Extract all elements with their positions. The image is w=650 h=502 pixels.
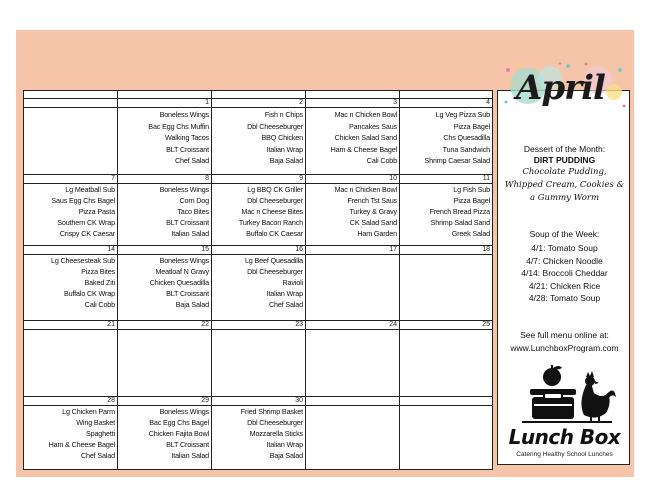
menu-item: Italian Wrap <box>266 288 303 298</box>
day-number: 25 <box>400 321 492 330</box>
day-cell <box>117 320 212 397</box>
menu-item: Boneless Wings <box>159 110 209 119</box>
menu-item: Italian Salad <box>171 450 209 460</box>
menu-item: Baja Salad <box>269 450 303 460</box>
menu-item: BLT Croissant <box>166 288 209 298</box>
dessert-name: DIRT PUDDING <box>533 155 596 165</box>
menu-item: Dbl Cheeseburger <box>247 266 303 276</box>
day-number: 10 <box>306 175 399 184</box>
day-cell <box>23 174 118 246</box>
menu-item: CK Salad Sand <box>349 217 397 227</box>
day-menu-list <box>400 255 492 256</box>
day-cell <box>23 320 118 397</box>
day-menu-list <box>306 255 399 256</box>
menu-item: Chicken Fajita Bowl <box>148 428 209 438</box>
day-menu-list <box>306 184 399 240</box>
day-cell <box>399 245 493 321</box>
day-number: 24 <box>306 321 399 330</box>
calendar-weeks <box>23 98 493 469</box>
menu-item: Boneless Wings <box>159 407 209 416</box>
day-number: 1 <box>118 99 211 108</box>
day-menu-list <box>24 184 117 240</box>
menu-item: Corn Dog <box>179 195 209 205</box>
menu-item: Lg Chicken Parm <box>62 407 115 416</box>
logo-name: Lunch Box <box>508 425 621 449</box>
menu-item: Taco Bites <box>177 206 209 216</box>
day-menu-list <box>24 330 117 331</box>
calendar-week-row <box>23 396 493 469</box>
day-number: 15 <box>118 246 211 255</box>
menu-item: Chef Salad <box>174 156 209 165</box>
menu-item: Buffalo CK Wrap <box>63 288 115 298</box>
menu-item: Mac n Chicken Bowl <box>334 110 397 119</box>
menu-item: Greek Salad <box>451 228 490 238</box>
menu-item: Pizza Pasta <box>78 206 115 216</box>
menu-item: Mac n Cheese Bites <box>241 206 303 216</box>
menu-item: Cali Cobb <box>366 156 397 165</box>
calendar-week-row <box>23 174 493 245</box>
menu-item: Turkey Bacon Ranch <box>238 217 303 227</box>
menu-item: Pizza Bagel <box>453 121 490 131</box>
day-number: 3 <box>306 99 399 108</box>
day-cell <box>305 320 400 397</box>
soup-item: 4/14: Broccoli Cheddar <box>521 268 608 278</box>
day-menu-list <box>118 255 211 311</box>
menu-item: BBQ Chicken <box>261 133 303 142</box>
menu-item: Baked Ziti <box>84 277 115 287</box>
sidebar-panel <box>497 90 630 465</box>
day-number: 29 <box>118 397 211 406</box>
soup-item: 4/1: Tomato Soup <box>531 243 598 253</box>
dessert-title: Dessert of the Month: <box>523 144 606 154</box>
menu-item: BLT Croissant <box>166 439 209 449</box>
day-menu-list <box>24 406 117 462</box>
day-cell <box>117 396 212 470</box>
day-menu-list <box>24 255 117 311</box>
menu-item: Dbl Cheeseburger <box>247 121 303 131</box>
day-number <box>24 99 117 108</box>
day-number: 7 <box>24 175 117 184</box>
day-menu-list <box>306 330 399 331</box>
day-number: 30 <box>212 397 305 406</box>
day-cell <box>23 245 118 321</box>
menu-item: Cali Cobb <box>84 299 115 309</box>
day-cell <box>399 174 493 246</box>
menu-item: Meatloaf N Gravy <box>155 266 209 276</box>
day-number: 9 <box>212 175 305 184</box>
menu-item: Baja Salad <box>269 156 303 165</box>
menu-item: Wing Basket <box>76 417 115 427</box>
menu-item: Pancakes Saus <box>349 121 397 131</box>
day-cell <box>399 396 493 470</box>
menu-item: Chef Salad <box>268 299 303 309</box>
menu-item: Baja Salad <box>175 299 209 309</box>
menu-item: Lg Fish Sub <box>453 185 490 194</box>
day-cell <box>211 320 306 397</box>
menu-item: Chicken Salad Sand <box>334 133 397 142</box>
menu-item: Fried Shrimp Basket <box>240 407 303 416</box>
day-menu-list <box>400 184 492 240</box>
menu-item: Lg Beef Quesadilla <box>244 256 303 265</box>
menu-item: Dbl Cheeseburger <box>247 417 303 427</box>
menu-item: Lg Veg Pizza Sub <box>435 110 490 119</box>
menu-item: Italian Salad <box>171 228 209 238</box>
menu-item: BLT Croissant <box>166 217 209 227</box>
day-cell <box>211 174 306 246</box>
soup-item: 4/21: Chicken Rice <box>528 280 601 291</box>
menu-calendar <box>23 90 493 469</box>
month-name: April <box>516 68 605 108</box>
menu-item: Tuna Sandwich <box>442 144 490 154</box>
menu-item: Lg BBQ CK Griller <box>247 185 303 194</box>
day-menu-list <box>118 406 211 462</box>
day-cell <box>399 98 493 175</box>
soup-title: Soup of the Week: <box>529 229 600 239</box>
menu-item: Walking Tacos <box>165 133 209 142</box>
day-menu-list <box>212 406 305 462</box>
online-menu-note <box>498 329 631 355</box>
day-menu-list <box>306 406 399 407</box>
day-cell <box>211 396 306 470</box>
day-menu-list <box>400 330 492 331</box>
menu-item: Buffalo CK Caesar <box>246 228 303 238</box>
day-menu-list <box>118 330 211 331</box>
menu-item: French Tst Saus <box>347 195 397 205</box>
day-cell <box>211 245 306 321</box>
day-menu-list <box>212 330 305 331</box>
day-menu-list <box>212 108 305 167</box>
day-number: 17 <box>306 246 399 255</box>
menu-item: Spaghetti <box>85 428 115 438</box>
day-menu-list <box>118 184 211 240</box>
menu-item: Ham & Cheese Bagel <box>48 439 115 449</box>
day-number: 16 <box>212 246 305 255</box>
day-menu-list <box>400 406 492 407</box>
day-cell <box>305 98 400 175</box>
day-number: 21 <box>24 321 117 330</box>
menu-item: Ham Garden <box>357 228 397 238</box>
day-menu-list <box>306 108 399 167</box>
menu-item: Pizza Bagel <box>453 195 490 205</box>
day-number: 11 <box>400 175 492 184</box>
menu-item: Boneless Wings <box>159 185 209 194</box>
menu-item: Shrimp Caesar Salad <box>424 156 490 165</box>
day-number <box>400 397 492 406</box>
menu-item: Turkey & Gravy <box>349 206 397 216</box>
day-cell <box>211 98 306 175</box>
month-title <box>498 58 630 118</box>
day-number: 8 <box>118 175 211 184</box>
day-menu-list <box>212 255 305 311</box>
menu-item: Shrimp Salad Sand <box>430 217 490 227</box>
day-cell <box>305 396 400 470</box>
day-menu-list <box>118 108 211 167</box>
day-cell <box>117 174 212 246</box>
menu-item: Italian Wrap <box>266 144 303 154</box>
menu-item: Ham & Cheese Bagel <box>330 144 397 154</box>
soup-item: 4/7: Chicken Noodle <box>526 255 603 266</box>
day-cell <box>117 98 212 175</box>
day-number: 23 <box>212 321 305 330</box>
day-number: 18 <box>400 246 492 255</box>
menu-item: Southern CK Wrap <box>57 217 115 227</box>
online-menu-link[interactable]: www.LunchboxProgram.com <box>510 343 619 353</box>
day-menu-list <box>24 108 117 109</box>
soup-item: 4/28: Tomato Soup <box>528 293 601 303</box>
calendar-header-row <box>23 90 493 98</box>
lunchbox-illustration-icon <box>508 363 621 427</box>
calendar-week-row <box>23 320 493 396</box>
day-number: 2 <box>212 99 305 108</box>
menu-item: BLT Croissant <box>166 144 209 154</box>
dessert-description: Chocolate Pudding, Whipped Cream, Cookies & a Gummy Worm <box>504 167 625 203</box>
menu-item: Bac Egg Chs Bagel <box>149 417 209 427</box>
day-cell <box>23 396 118 470</box>
day-number <box>306 397 399 406</box>
menu-item: Crispy CK Caesar <box>59 228 115 238</box>
menu-item: Chicken Quesadilla <box>149 277 209 287</box>
day-cell <box>399 320 493 397</box>
menu-item: Mac n Chicken Bowl <box>334 185 397 194</box>
menu-item: Ravioli <box>282 277 303 287</box>
menu-item: Dbl Cheeseburger <box>247 195 303 205</box>
day-number: 4 <box>400 99 492 108</box>
menu-item: Mozzarella Sticks <box>249 428 303 438</box>
day-number: 22 <box>118 321 211 330</box>
menu-item: Bac Egg Chs Muffin <box>148 121 209 131</box>
day-cell <box>23 98 118 175</box>
menu-item: Chef Salad <box>80 450 115 460</box>
menu-item: Italian Wrap <box>266 439 303 449</box>
online-menu-text: See full menu online at: <box>520 330 609 340</box>
menu-item: Lg Meatball Sub <box>65 185 115 194</box>
menu-item: Lg Cheesesteak Sub <box>50 256 115 265</box>
calendar-week-row <box>23 245 493 320</box>
day-number: 28 <box>24 397 117 406</box>
day-cell <box>117 245 212 321</box>
day-menu-list <box>212 184 305 240</box>
menu-item: Saus Egg Chs Bagel <box>51 195 115 205</box>
lunchbox-logo <box>508 363 621 461</box>
calendar-week-row <box>23 98 493 174</box>
menu-item: French Bread Pizza <box>429 206 490 216</box>
soup-list <box>498 242 631 305</box>
menu-item: Pizza Bites <box>81 266 115 276</box>
logo-tagline: Catering Healthy School Lunches <box>516 451 613 458</box>
menu-item: Chs Quesadilla <box>443 133 490 142</box>
day-cell <box>305 174 400 246</box>
menu-item: Boneless Wings <box>159 256 209 265</box>
day-cell <box>305 245 400 321</box>
day-number: 14 <box>24 246 117 255</box>
day-menu-list <box>400 108 492 167</box>
menu-item: Fish n Chips <box>264 110 303 119</box>
